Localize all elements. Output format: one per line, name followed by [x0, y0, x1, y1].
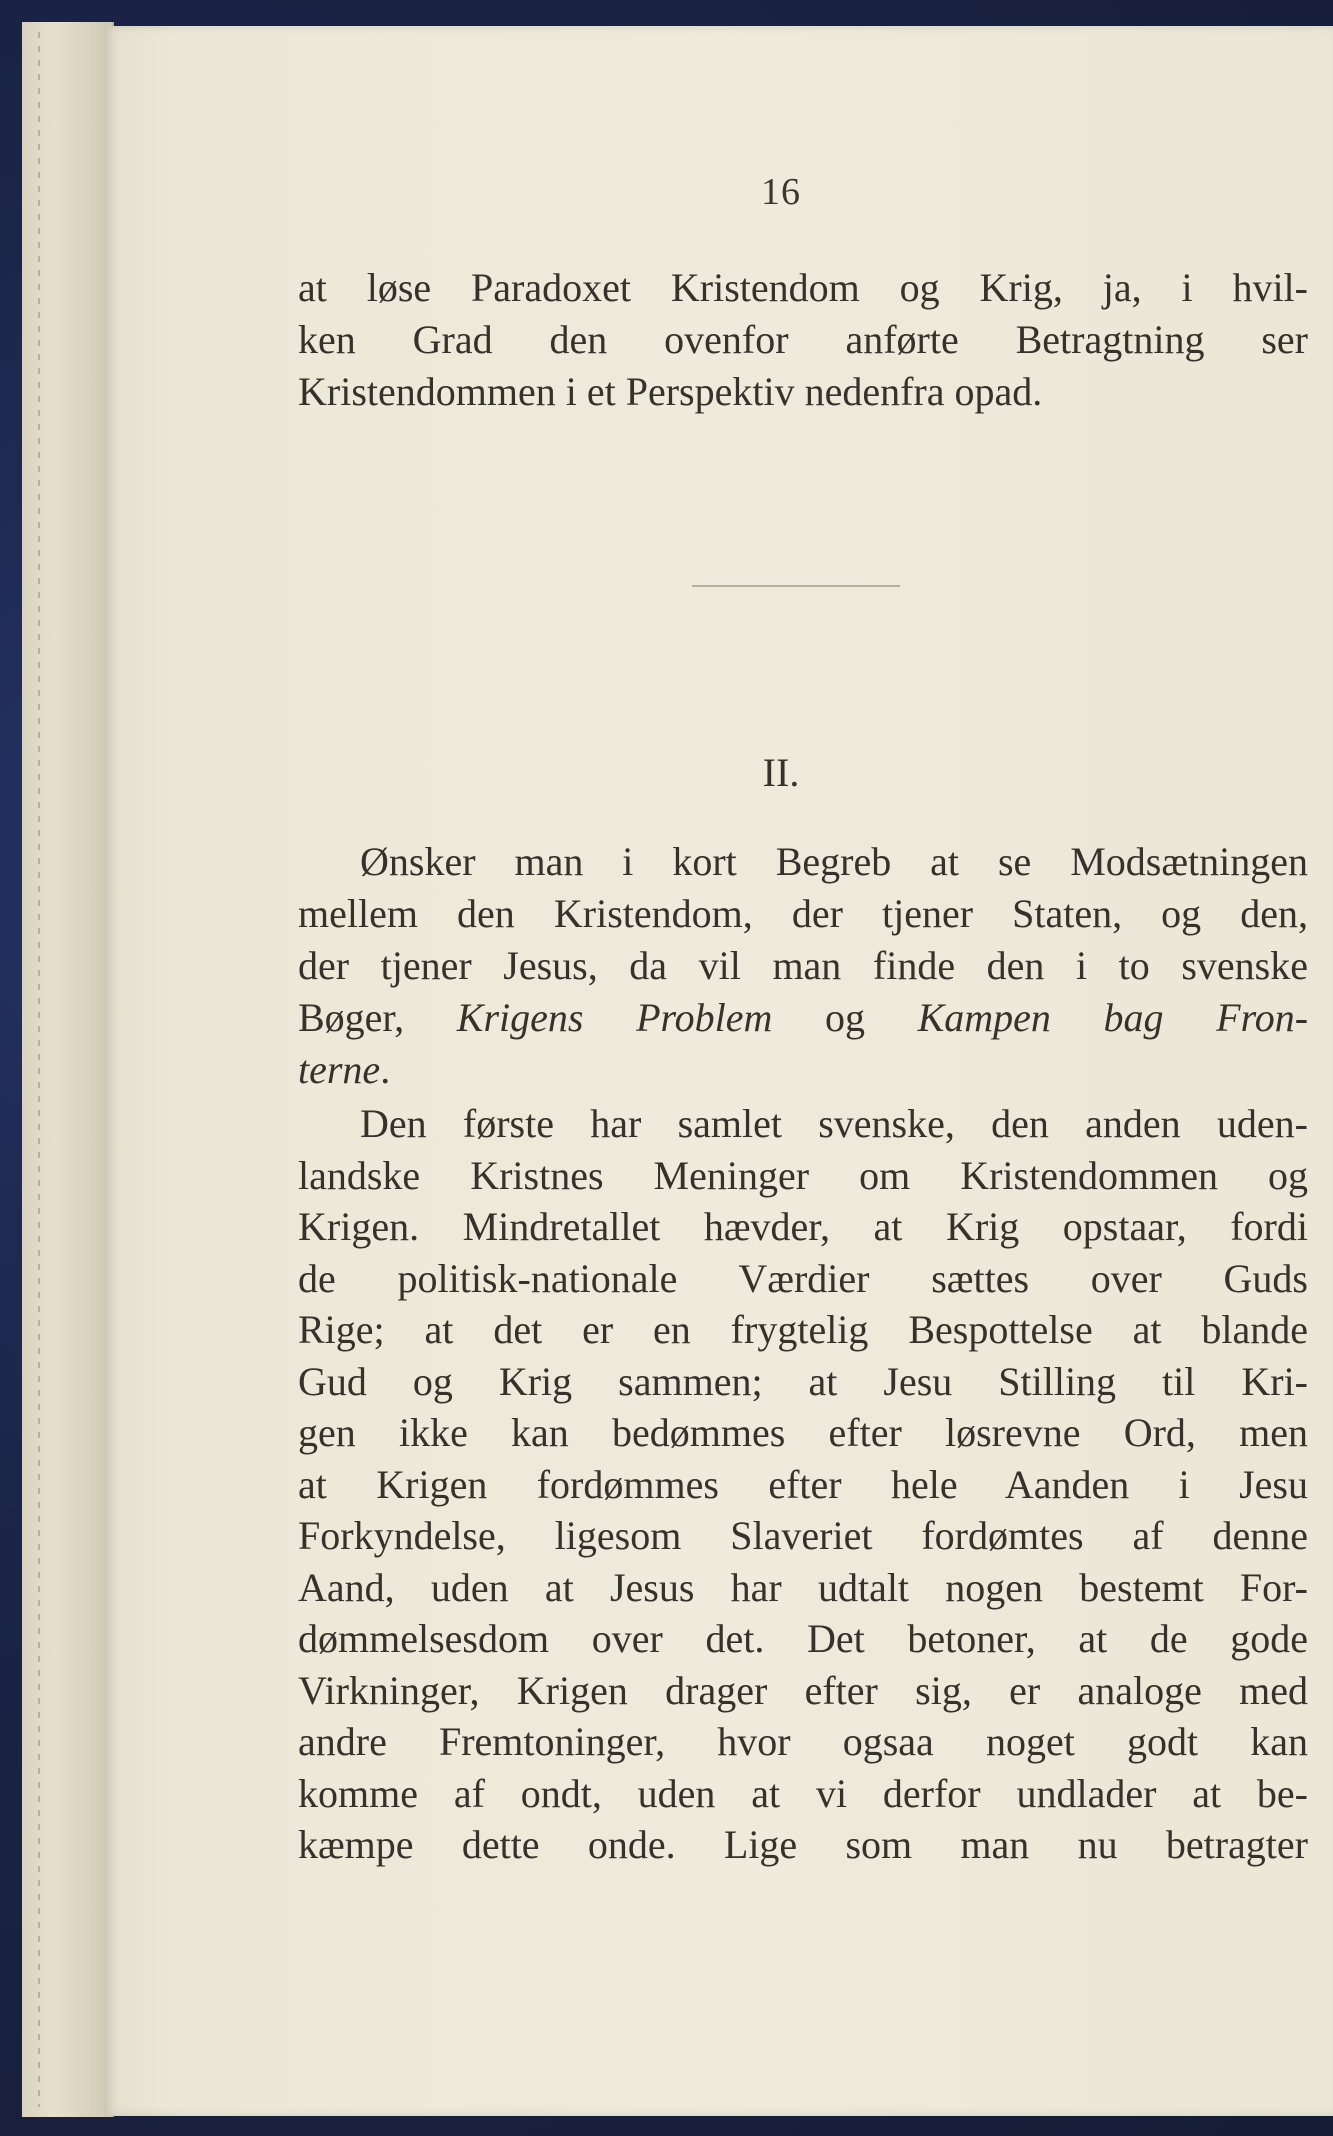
text-line: de politisk-nationale Værdier sættes over Guds — [298, 1255, 1308, 1301]
text-line: Rige; at det er en frygtelig Bespottelse at blande — [298, 1307, 1308, 1352]
text-line: dømmelsesdom over det. Det betoner, at de gode — [298, 1616, 1308, 1661]
text-line: kæmpe dette onde. Lige som man nu betragter — [298, 1822, 1308, 1867]
top-paragraph — [298, 262, 1308, 418]
text-line: Kristendommen i et Perspektiv nedenfra opad. — [298, 369, 1043, 414]
book-cover-edge — [22, 22, 114, 2117]
text-line: Ønsker man i kort Begreb at se Modsætningen — [360, 839, 1308, 884]
text-line: Forkyndelse, ligesom Slaveriet fordømtes af denne — [298, 1513, 1308, 1558]
text-fragment: . — [380, 1047, 391, 1092]
text-line: landske Kristnes Meninger om Kristendommen og — [298, 1152, 1308, 1198]
book-page — [104, 26, 1333, 2116]
text-fragment: og — [824, 995, 865, 1040]
text-line: ken Grad den ovenfor anførte Betragtning ser — [298, 317, 1308, 362]
text-fragment: Bøger, — [298, 995, 405, 1040]
paragraph-1 — [298, 836, 1308, 1096]
text-line: andre Fremtoninger, hvor ogsaa noget godt kan — [298, 1719, 1308, 1764]
book-title-kampen-part2: terne — [298, 1047, 381, 1092]
text-line: mellem den Kristendom, der tjener Staten, og den, — [298, 891, 1308, 936]
page-number: 16 — [761, 171, 801, 213]
text-line-with-titles — [298, 1044, 1308, 1096]
text-line: komme af ondt, uden at vi derfor undlader at be- — [298, 1770, 1308, 1816]
text-line: at løse Paradoxet Kristendom og Krig, ja, i hvil- — [298, 265, 1308, 310]
section-heading: II. — [762, 750, 800, 795]
text-line: gen ikke kan bedømmes efter løsrevne Ord, men — [298, 1410, 1308, 1455]
text-line: der tjener Jesus, da vil man finde den i to svenske — [298, 943, 1308, 988]
text-line: Krigen. Mindretallet hævder, at Krig opstaar, fordi — [298, 1204, 1308, 1249]
book-title-kampen-part1: Kampen bag Fron- — [917, 995, 1309, 1040]
text-line: Gud og Krig sammen; at Jesu Stilling til Kri- — [298, 1358, 1308, 1404]
section-separator-rule — [692, 585, 900, 587]
text-line: at Krigen fordømmes efter hele Aanden i Jesu — [298, 1461, 1308, 1507]
book-title-krigens-problem: Krigens Problem — [456, 995, 773, 1040]
paragraph-2 — [298, 1098, 1308, 1871]
text-line: Virkninger, Krigen drager efter sig, er analoge med — [298, 1667, 1308, 1713]
text-line: Aand, uden at Jesus har udtalt nogen bestemt For- — [298, 1564, 1308, 1610]
text-line-with-titles — [298, 992, 1308, 1044]
text-line: Den første har samlet svenske, den anden uden- — [360, 1101, 1308, 1146]
